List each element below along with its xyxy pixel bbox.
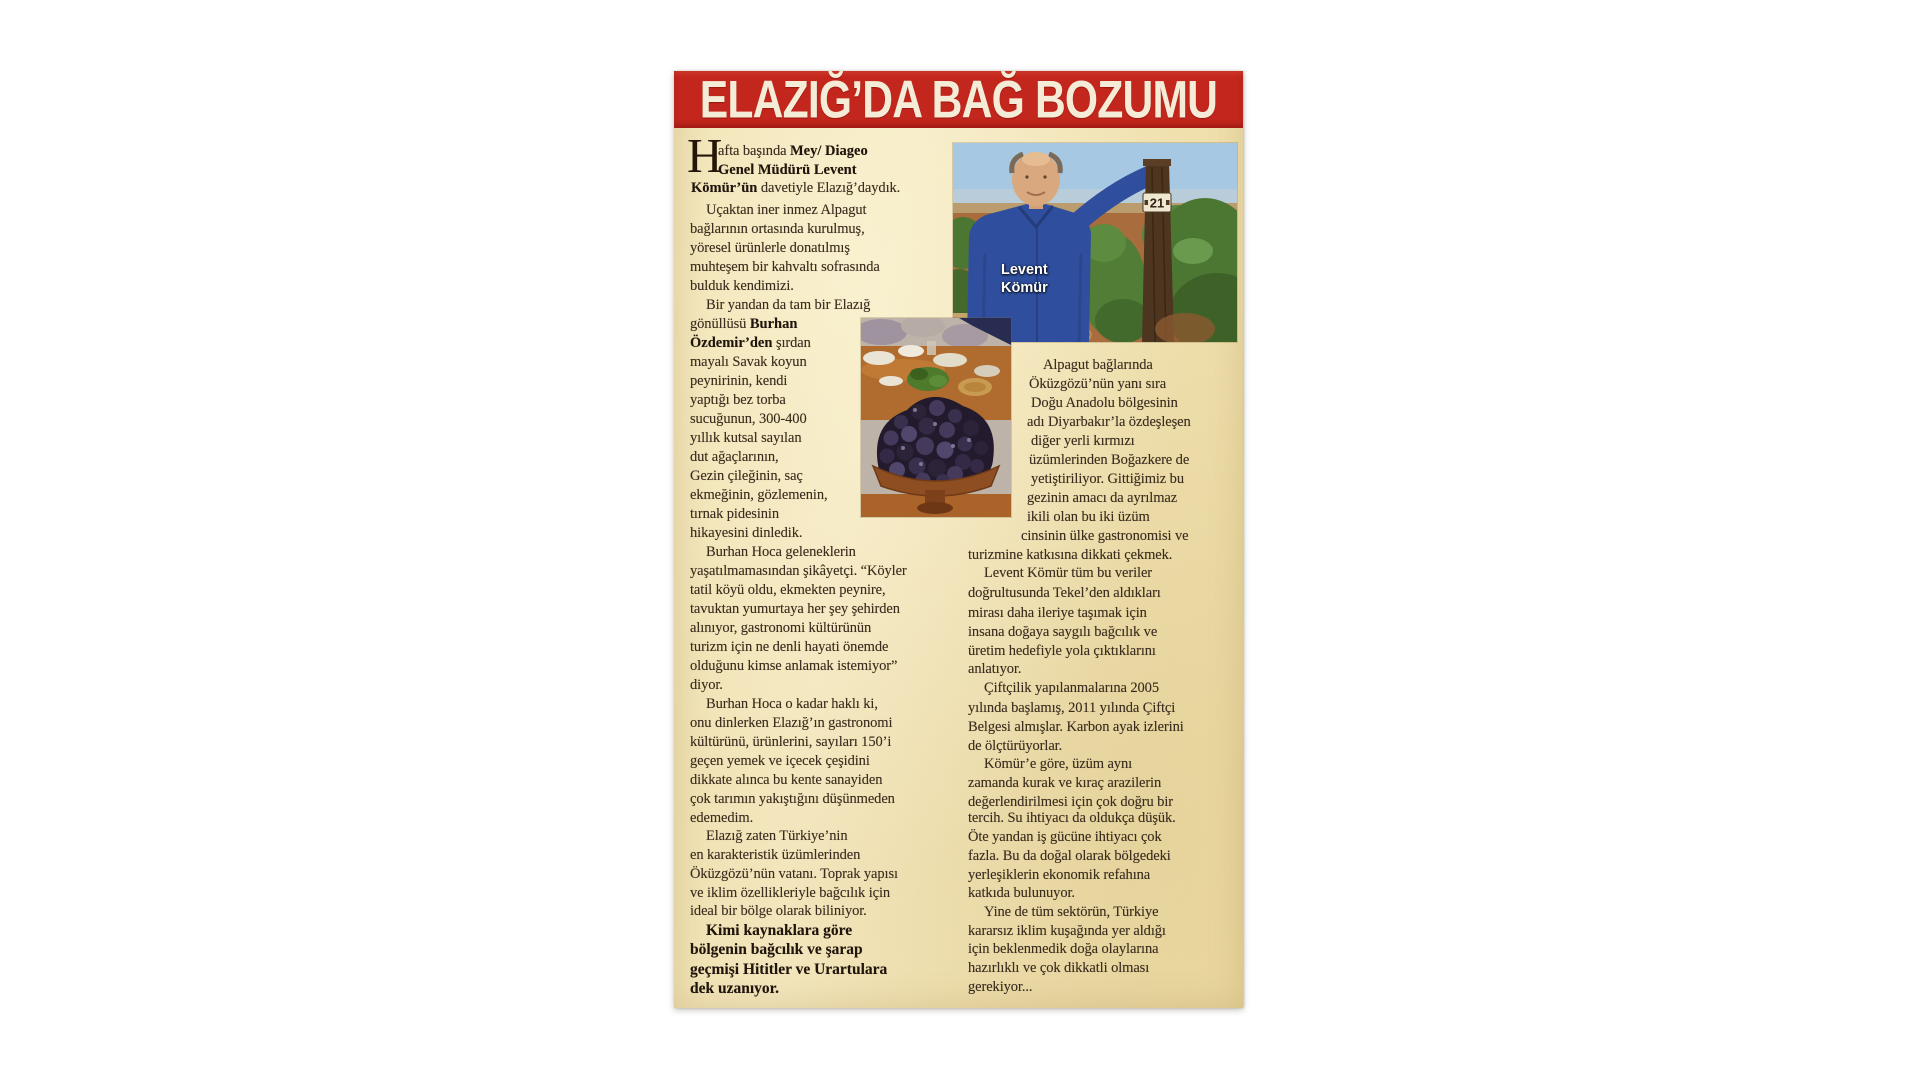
- article-line: de ölçtürüyorlar.: [968, 738, 1063, 754]
- article-line: onu dinlerken Elazığ’ın gastronomi: [690, 715, 893, 731]
- sign-number: 21: [1149, 195, 1165, 211]
- article-line: Gezin çileğinin, saç: [690, 468, 803, 484]
- article-line: katkıda bulunuyor.: [968, 885, 1075, 901]
- article-line: doğrultusunda Tekel’den aldıkları: [968, 585, 1161, 601]
- article-line: Doğu Anadolu bölgesinin: [1031, 395, 1178, 411]
- article-line: yöresel ürünlerle donatılmış: [690, 240, 850, 256]
- article-line: gezinin amacı da ayrılmaz: [1027, 490, 1178, 506]
- article-line: dut ağaçlarının,: [690, 449, 779, 465]
- article-line: kültürünü, ürünlerini, sayıları 150’i: [690, 734, 892, 750]
- article-line: Burhan Hoca o kadar haklı ki,: [706, 696, 878, 712]
- article-line: Burhan Hoca geleneklerin: [706, 544, 856, 560]
- article-line: yaşatılmamasından şikâyetçi. “Köyler: [690, 563, 907, 579]
- article-line: zamanda kurak ve kıraç arazilerin: [968, 775, 1162, 791]
- article-line: muhteşem bir kahvaltı sofrasında: [690, 259, 880, 275]
- newspaper-clipping: [674, 71, 1243, 1008]
- article-line: cinsinin ülke gastronomisi ve: [1021, 528, 1189, 544]
- article-line: ve iklim özellikleriyle bağcılık için: [690, 885, 891, 901]
- article-line: Öte yandan iş gücüne ihtiyacı çok: [968, 829, 1162, 845]
- article-line: bağlarının ortasında kurulmuş,: [690, 221, 865, 237]
- article-line: sucuğunun, 300-400: [690, 411, 807, 427]
- article-line: diğer yerli kırmızı: [1031, 433, 1135, 449]
- article-line: yerleşiklerin ekonomik refahına: [968, 867, 1151, 883]
- article-line: Öküzgözü’nün yanı sıra: [1029, 376, 1167, 392]
- article-line: Elazığ zaten Türkiye’nin: [706, 828, 848, 844]
- article-line: alınıyor, gastronomi kültürünün: [690, 620, 872, 636]
- headline-title: ELAZIĞ’DA BAĞ BOZUMU: [699, 69, 1218, 130]
- article-line: kararsız iklim kuşağında yer aldığı: [968, 923, 1166, 939]
- article-line: tatil köyü oldu, ekmekten peynire,: [690, 582, 886, 598]
- article-line: peynirinin, kendi: [690, 373, 788, 389]
- article-line: için beklenmedik doğa olaylarına: [968, 941, 1159, 957]
- post-sign: [1143, 193, 1171, 212]
- article-line: hazırlıklı ve çok dikkatli olması: [968, 960, 1150, 976]
- article-line: Belgesi almışlar. Karbon ayak izlerini: [968, 719, 1184, 735]
- article-line: Özdemir’den şırdan: [690, 335, 811, 351]
- article-line: dikkate alınca bu kente sanayiden: [690, 772, 883, 788]
- article-line: çok tarımın yakıştığını düşünmeden: [690, 791, 895, 807]
- article-line: Yine de tüm sektörün, Türkiye: [984, 904, 1159, 920]
- article-line: mayalı Savak koyun: [690, 354, 807, 370]
- article-line: geçmişi Hititler ve Urartulara: [690, 961, 888, 978]
- article-line: geçen yemek ve içecek çeşidini: [690, 753, 870, 769]
- article-line: bölgenin bağcılık ve şarap: [690, 941, 863, 958]
- article-line: en karakteristik üzümlerinden: [690, 847, 861, 863]
- article-line: tercih. Su ihtiyacı da oldukça düşük.: [968, 810, 1176, 826]
- article-line: Çiftçilik yapılanmalarına 2005: [984, 680, 1159, 696]
- article-line: anlatıyor.: [968, 661, 1022, 677]
- article-line: gönüllüsü Burhan: [690, 316, 798, 332]
- article-line: tırnak pidesinin: [690, 506, 780, 522]
- dropcap-letter: H: [687, 128, 723, 183]
- article-line: afta başında Mey/ Diageo: [718, 143, 868, 159]
- article-line: Öküzgözü’nün vatanı. Toprak yapısı: [690, 866, 898, 882]
- article-line: dek uzanıyor.: [690, 980, 780, 997]
- article-line: turizm için ne denli hayati önemde: [690, 639, 889, 655]
- article-line: Bir yandan da tam bir Elazığ: [706, 297, 871, 313]
- article-line: gerekiyor...: [968, 979, 1033, 995]
- article-line: Genel Müdürü Levent: [718, 162, 857, 178]
- article-line: ideal bir bölge olarak biliniyor.: [690, 903, 867, 919]
- article-line: Kömür’e göre, üzüm aynı: [984, 756, 1133, 772]
- article-line: edemedim.: [690, 810, 754, 826]
- levent-komur-photo: [953, 143, 1237, 342]
- article-line: Alpagut bağlarında: [1043, 357, 1153, 373]
- article-line: insana doğaya saygılı bağcılık ve: [968, 624, 1158, 640]
- article-line: bulduk kendimizi.: [690, 278, 794, 294]
- article-line: mirası daha ileriye taşımak için: [968, 605, 1147, 621]
- article-line: Kömür’ün davetiyle Elazığ’daydık.: [691, 180, 901, 196]
- article-line: tavuktan yumurtaya her şey şehirden: [690, 601, 900, 617]
- grapes-photo: [861, 318, 1011, 517]
- article-line: ikili olan bu iki üzüm: [1027, 509, 1150, 525]
- article-line: Levent Kömür tüm bu veriler: [984, 565, 1153, 581]
- article-line: fazla. Bu da doğal olarak bölgedeki: [968, 848, 1171, 864]
- article-line: Uçaktan iner inmez Alpagut: [706, 202, 867, 218]
- article-line: yetiştiriliyor. Gittiğimiz bu: [1031, 471, 1184, 487]
- article-line: turizmine katkısına dikkati çekmek.: [968, 547, 1173, 563]
- article-line: değerlendirilmesi için çok doğru bir: [968, 794, 1173, 810]
- article-line: yılında başlamış, 2011 yılında Çiftçi: [968, 700, 1176, 716]
- article-line: ekmeğinin, gözlemenin,: [690, 487, 828, 503]
- article-line: hikayesini dinledik.: [690, 525, 803, 541]
- article-line: üzümlerinden Boğazkere de: [1029, 452, 1190, 468]
- article-line: Kimi kaynaklara göre: [706, 922, 853, 939]
- caption-line-1: Levent: [1001, 262, 1048, 278]
- vineyard-post: [1142, 163, 1174, 342]
- photo-caption: [1001, 261, 1048, 297]
- article-line: adı Diyarbakır’la özdeşleşen: [1027, 414, 1191, 430]
- article-line: yaptığı bez torba: [690, 392, 786, 408]
- article-line: olduğunu kimse anlamak istemiyor”: [690, 658, 898, 674]
- article-line: diyor.: [690, 677, 723, 693]
- article-line: yıllık kutsal sayılan: [690, 430, 802, 446]
- caption-line-2: Kömür: [1001, 280, 1048, 296]
- article-line: üretim hedefiyle yola çıktıklarını: [968, 643, 1156, 659]
